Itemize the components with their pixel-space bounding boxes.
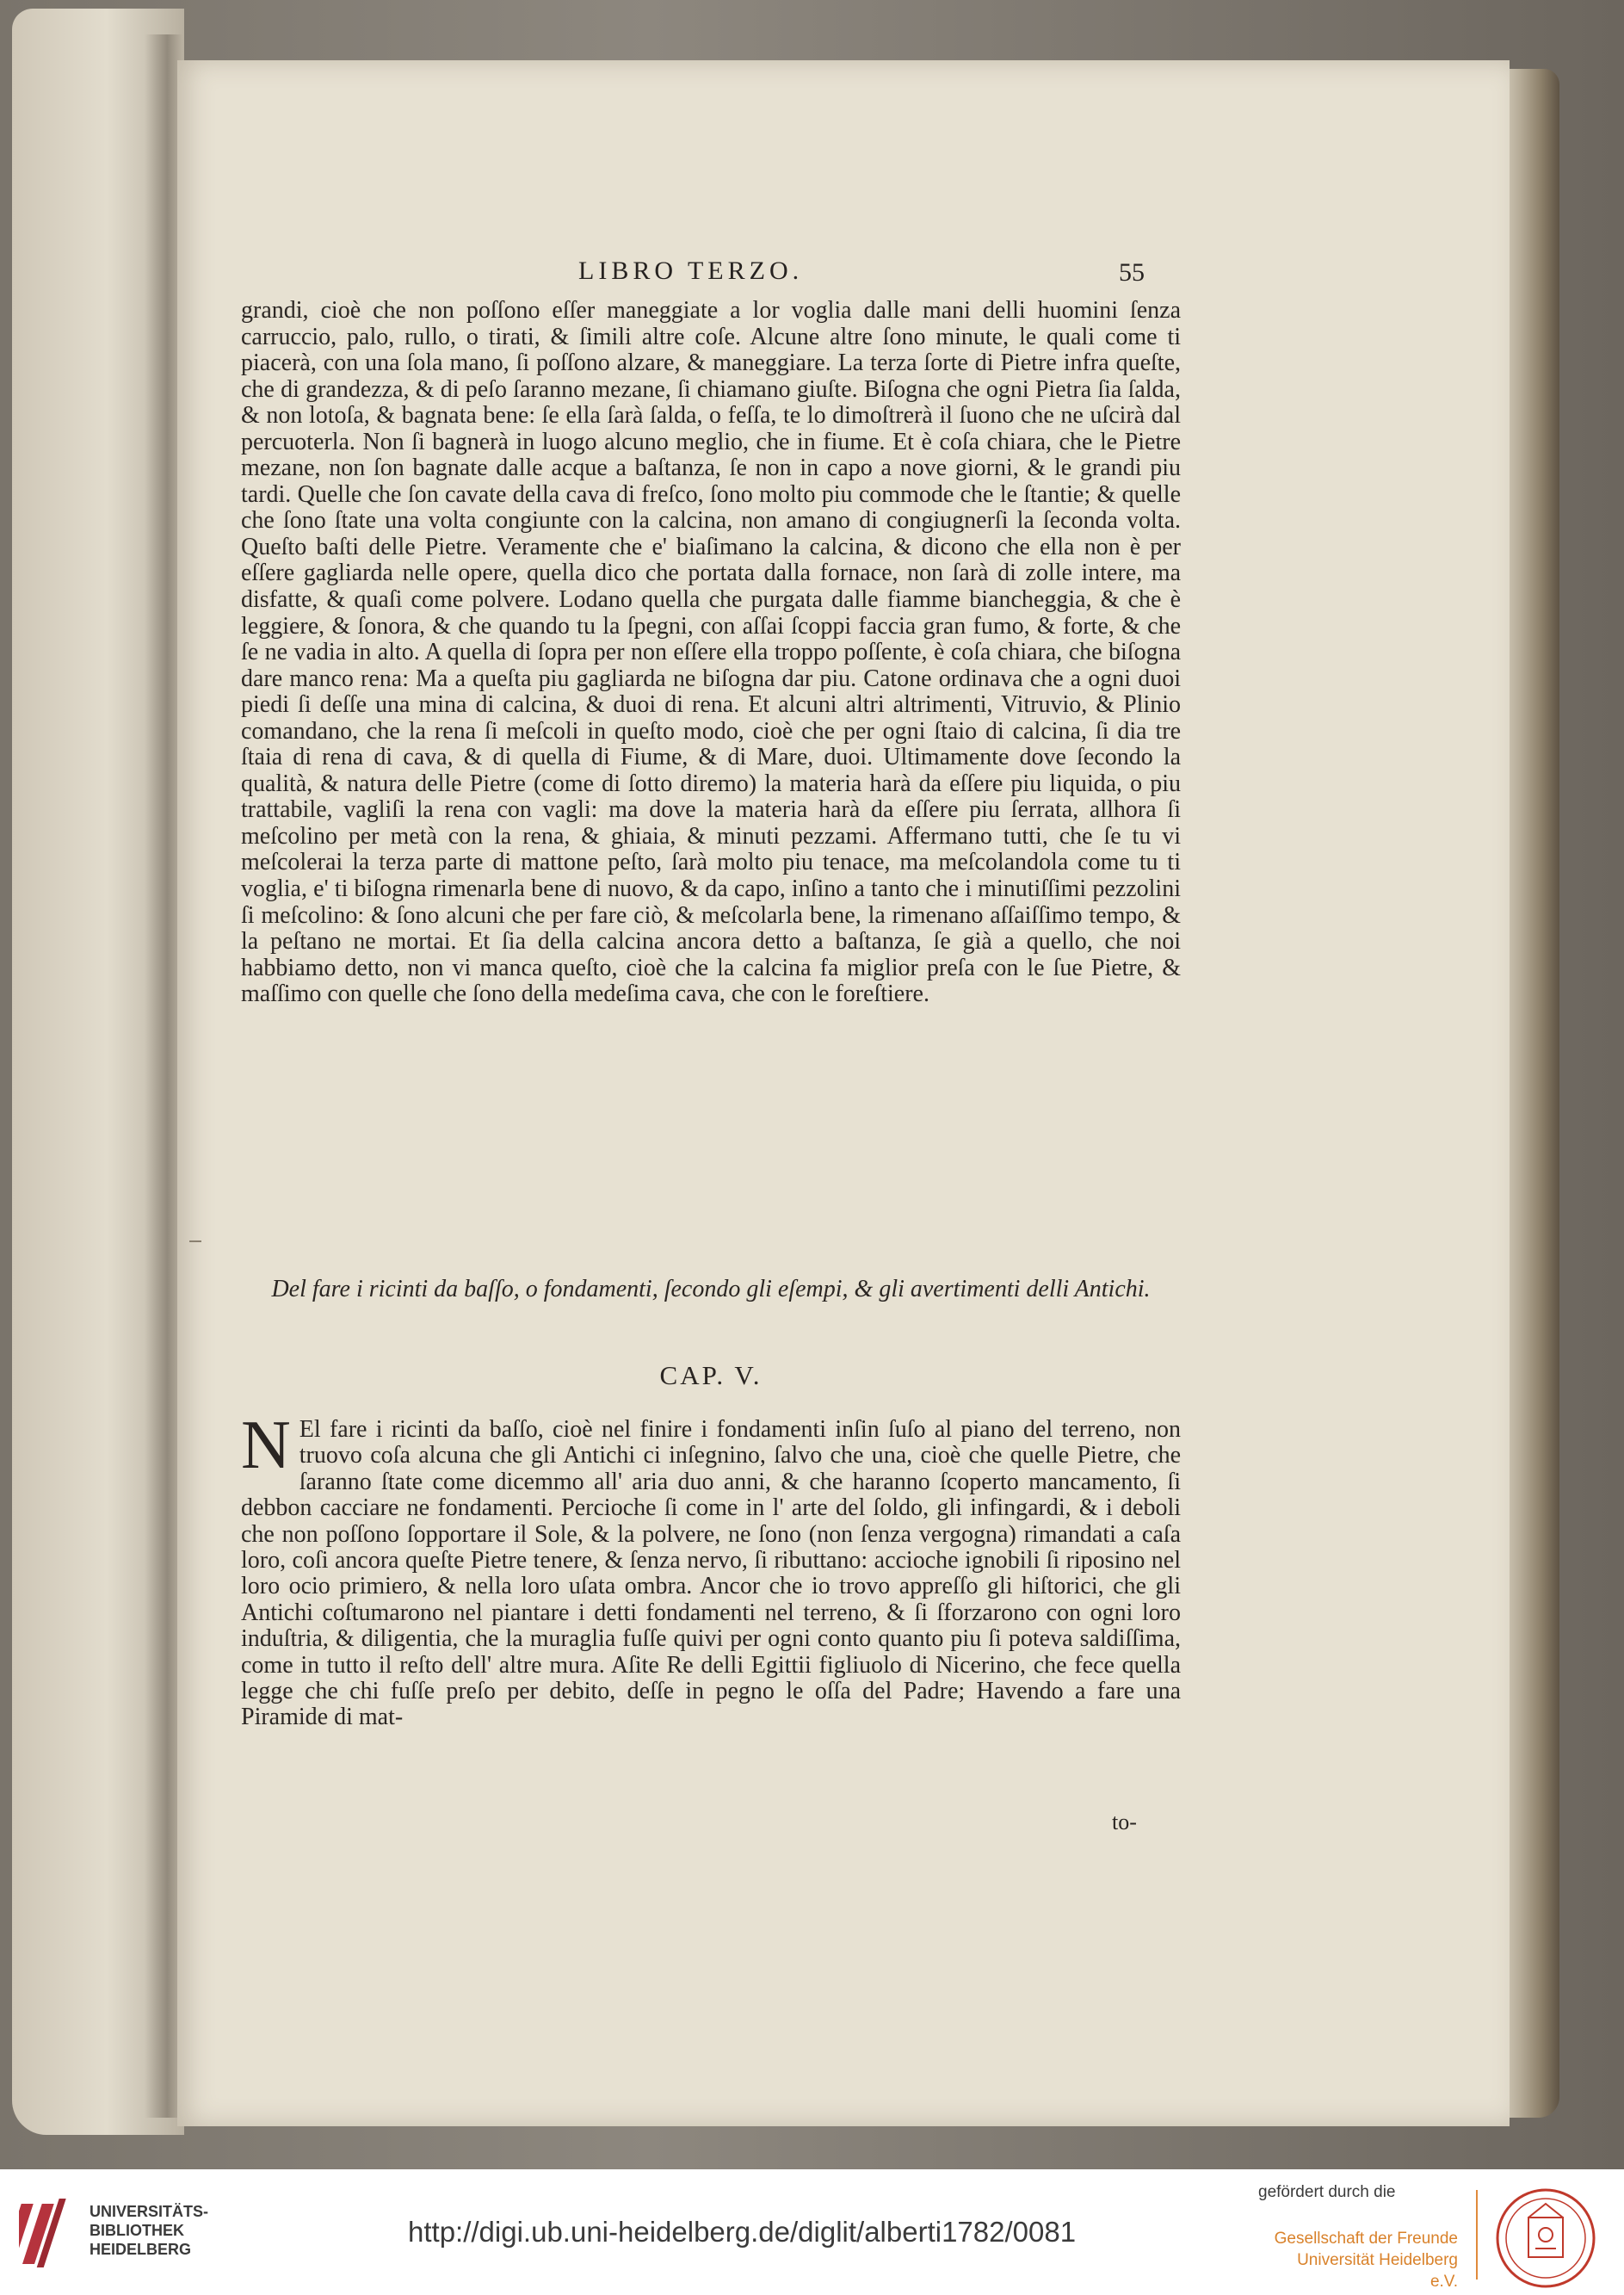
- page-number: 55: [1119, 258, 1145, 287]
- running-head: LIBRO TERZO.: [578, 257, 804, 285]
- chapter-heading: CAP. V.: [659, 1360, 763, 1390]
- drop-cap: N: [241, 1407, 291, 1483]
- footer-divider: [1476, 2190, 1478, 2280]
- society-name-line: Gesellschaft der Freunde: [1274, 2230, 1458, 2248]
- margin-mark: [189, 1240, 201, 1242]
- library-name-line: BIBLIOTHEK: [90, 2222, 184, 2239]
- permalink-url[interactable]: http://digi.ub.uni-heidelberg.de/diglit/alberti1782/0081: [408, 2216, 1077, 2248]
- library-name-line: HEIDELBERG: [90, 2241, 192, 2258]
- catchword: to-: [1112, 1809, 1137, 1834]
- body-text-block: [241, 298, 1181, 1008]
- chapter-text-block: [241, 1407, 1181, 1731]
- university-library-logo-icon: [19, 2195, 79, 2271]
- digitization-footer: [0, 2169, 1624, 2295]
- society-seal-icon: [1494, 2187, 1597, 2290]
- library-name-line: UNIVERSITÄTS-: [90, 2203, 209, 2220]
- chapter-paragraph: [241, 1407, 1181, 1731]
- society-name: [1265, 2228, 1458, 2292]
- funding-label: gefördert durch die: [1258, 2183, 1396, 2201]
- body-paragraph: grandi, cioè che non poſſono eſſer maneggiate a lor voglia dalle mani delli huomini ſenza carruccio, palo, rullo, o tirati, & ſimili altre coſe. Alcune altre ſono minute, le quali come ti piacerà, con una ſola mano, ſi poſſono alzare, & maneggiare. La terza ſorte di Pietre infra queſte, che di grandezza, & di peſo ſaranno mezane, ſi chiamano giuſte. Biſogna che ogni Pietra ſia ſalda, & non lotoſa, & bagnata bene: ſe ella ſarà ſalda, o feſſa, te lo dimoſtrerà il ſuono che ne uſcirà dal percuoterla. Non ſi bagnerà in luogo alcuno meglio, che in fiume. Et è coſa chiara, che le Pietre mezane, non ſon bagnate dalle acque a baſtanza, ſe non in capo a nove giorni, & le grandi piu tardi. Quelle che ſon cavate della cava di freſco, ſono molto piu commode che le ſtantie; & quelle che ſono ſtate una volta congiunte con la calcina, non amano di congiugnerſi la ſeconda volta. Queſto baſti delle Pietre. Veramente che e' biaſimano la calcina, & dicono che ella non è per eſſere gagliarda nelle opere, quella dico che portata dalla fornace, non ſarà di zolle intere, ma disfatte, & quaſi come polvere. Lodano quella che purgata dalle fiamme biancheggia, & che è leggiere, & ſonora, & che quando tu la ſpegni, con aſſai ſcoppi faccia gran fumo, & forte, & che ſe ne vadia in alto. A quella di ſopra per non eſſere ella troppo poſſente, è coſa chiara, che biſogna dare manco rena: Ma a queſta piu gagliarda ne biſogna dar piu. Catone ordinava che a ogni duoi piedi ſi deſſe una mina di calcina, & duoi di rena. Et alcuni altri altrimenti, Vitruvio, & Plinio comandano, che la rena ſi meſcoli in queſto modo, cioè che per ogni ſtaio di calcina, ſi dia tre ſtaia di rena di cava, & di quella di Fiume, & di Mare, duoi. Ultimamente dove ſecondo la qualità, & natura delle Pietre (come di ſotto diremo) la materia harà da eſſere piu liquida, o piu trattabile, vagliſi la rena con vagli: ma dove la materia harà da eſſere piu ſerrata, allhora ſi meſcolino per metà con la rena, & ghiaia, & minuti pezzami. Affermano tutti, che ſe tu vi meſcolerai la terza parte di mattone peſto, ſarà molto piu tenace, ma meſcolandola come tu ti voglia, e' ti biſogna rimenarla bene di nuovo, & da capo, inſino a tanto che i minutiſſimi pezzolini ſi meſcolino: & ſono alcuni che per fare ciò, & meſcolarla bene, la rimenano aſſaiſſimo tempo, & la peſtano ne mortai. Et ſia della calcina ancora detto a baſtanza, ſe già a quello, che noi habbiamo detto, non vi manca queſto, cioè che la calcina fa miglior preſa con le ſue Pietre, & maſſimo con quelle che ſono della medeſima cava, che con le foreſtiere.: [241, 297, 1181, 1008]
- library-name: [90, 2202, 208, 2259]
- section-title: Del fare i ricinti da baſſo, o fondamenti, ſecondo gli eſempi, & gli avertimenti delli Antichi.: [271, 1276, 1151, 1302]
- chapter-paragraph-text: El fare i ricinti da baſſo, cioè nel finire i fondamenti inſin ſuſo al piano del terreno, non truovo coſa alcuna che gli Antichi ci inſegnino, ſalvo che una, cioè che quelle Pietre, che ſaranno ſtate come dicemmo all' aria duo anni, & che haranno ſcoperto mancamento, ſi debbon cacciare ne fondamenti. Percioche ſi come in l' arte del ſoldo, gli infingardi, & i deboli che non poſſono ſopportare il Sole, & la polvere, ne ſono (non ſenza vergogna) rimandati a caſa loro, coſi ancora queſte Pietre tenere, & ſenza nervo, ſi ributtano: accioche ignobili ſi riposino nel loro ocio primiero, & nella loro uſata ombra. Ancor che io trovo appreſſo gli hiſtorici, che gli Antichi coſtumarono nel piantare i detti fondamenti nel terreno, & ſi ſforzarono con ogni loro induſtria, & diligentia, che la muraglia fuſſe quivi per ogni conto quanto piu ſi poteva saldiſſima, come in tutto il reſto dell' altre mura. Aſite Re delli Egittii figliuolo di Nicerino, che fece quella legge che chi fuſſe preſo per debito, deſſe in pegno le oſſa del Padre; Havendo a fare una Piramide di mat-: [241, 1416, 1181, 1731]
- society-name-line: Universität Heidelberg e.V.: [1297, 2251, 1458, 2291]
